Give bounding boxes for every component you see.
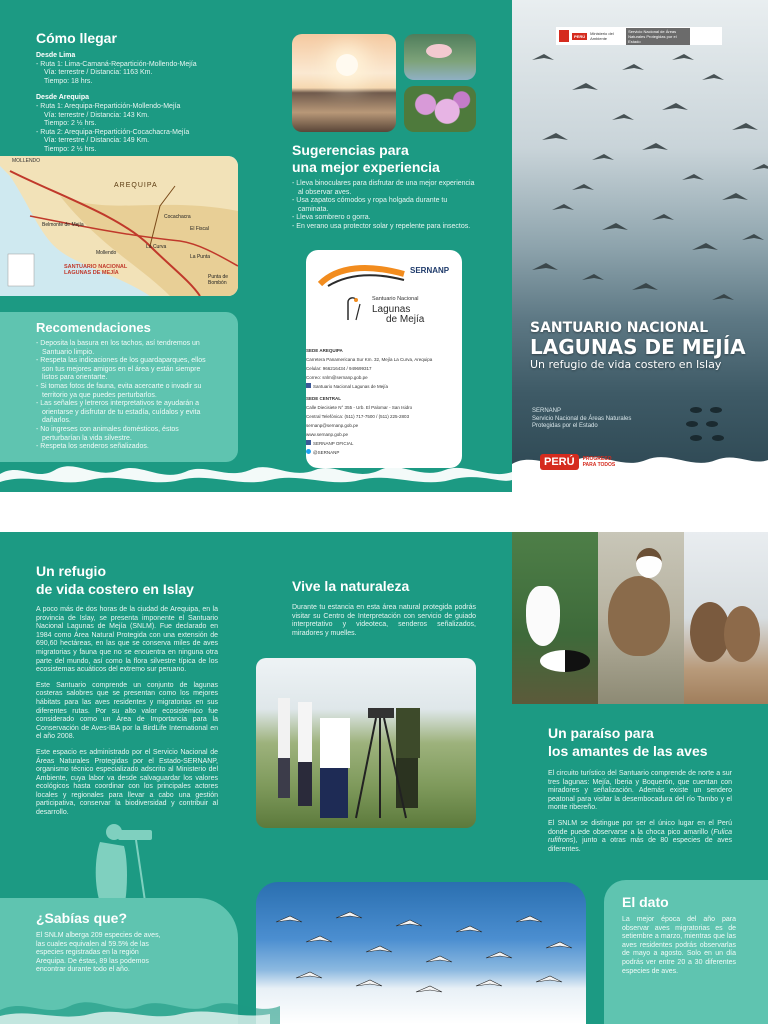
desde-arequipa-line-3: Tiempo: 2 ½ hrs. <box>44 120 97 128</box>
card-subtitle-1: Santuario Nacional <box>372 296 419 302</box>
sernanp-brand: SERNANP <box>410 266 450 275</box>
ministry-label: Ministerio del Ambiente <box>590 31 614 41</box>
bird-logo-icon <box>342 294 366 322</box>
dato-text: La mejor época del año para observar aves migratorias es de setiembre a marzo, mientras que las aves residentes podrás observarlas de mayo a agosto. Solo en un día podrás ver entre 20 a 30 diferentes especies de aves. <box>622 916 736 975</box>
photographer-silhouette-icon <box>84 820 160 910</box>
card-subtitle-3: de Mejía <box>386 314 425 325</box>
cover-title-line-1: SANTUARIO NACIONAL <box>530 320 709 336</box>
birdwatchers-photo <box>256 658 476 828</box>
sunset-photo <box>292 34 396 132</box>
refugio-title-line-1: Un refugio <box>36 563 106 579</box>
sabias-title: ¿Sabías que? <box>36 910 128 926</box>
map-label-el-fiscal: El Fiscal <box>190 226 209 232</box>
ministry-logo <box>556 27 722 45</box>
map-label-mollendo: MOLLENDO <box>12 158 41 164</box>
desde-arequipa-title: Desde Arequipa <box>36 94 90 102</box>
sun-shape <box>336 54 358 76</box>
desde-lima-line-2: Vía: terrestre / Distancia: 1163 Km. <box>44 69 153 77</box>
sugerencias-list <box>292 180 476 232</box>
paraiso-title <box>548 724 708 760</box>
desde-arequipa-line-4: - Ruta 2: Arequipa-Repartición-Cocachacra-Mejía <box>36 128 190 136</box>
recomendacion-item: - Respeta las indicaciones de los guardaparques, ellos son tus mejores amigos en el área y están siempre listos para orientarte. <box>36 357 206 382</box>
ducks-logo-icon <box>682 402 742 442</box>
vive-title: Vive la naturaleza <box>292 578 410 594</box>
sugerencia-item: - Lleva sombrero o gorra. <box>292 214 371 222</box>
map-label-arequipa: AREQUIPA <box>114 182 158 189</box>
recomendacion-item: - Si tomas fotos de fauna, evita acercarte o invadir su territorio ya que puedes perturbarlos. <box>36 382 202 399</box>
map-label-mollendo-2: Mollendo <box>96 250 117 256</box>
flamingo-photo <box>404 34 476 80</box>
peru-tagline: PROGRESO PARA TODOS <box>582 456 616 468</box>
sede-arequipa-line: Carretera Panamericana Sur Km. 32, Mejía La Curva, Arequipa <box>306 357 433 362</box>
sede-arequipa-line: Correo: snlm@sernanp.gob.pe <box>306 375 368 380</box>
facebook-link[interactable]: Santuario Nacional Lagunas de Mejía <box>306 382 454 391</box>
peru-brand-text: PERÚ <box>540 454 579 470</box>
recomendaciones-list <box>36 340 216 452</box>
birdwatchers-graphic <box>256 658 476 828</box>
egret-photo <box>512 532 598 704</box>
sugerencia-item: - Usa zapatos cómodos y ropa holgada durante tu caminata. <box>292 197 448 213</box>
sede-central <box>306 394 456 457</box>
cover-title <box>530 320 746 371</box>
paraiso-text <box>548 770 732 854</box>
sugerencias-title <box>292 142 440 176</box>
website-link[interactable]: www.sernanp.gob.pe <box>306 432 349 437</box>
cover-sernanp-line-3: Protegidas por el Estado <box>532 423 598 429</box>
cover-sernanp-line-1: SERNANP <box>532 408 562 414</box>
avocet-shape <box>540 650 590 672</box>
refugio-para-2: Este Santuario comprende un conjunto de lagunas costeras salobres que se presentan como los mejores hábitats para las aves residentes y migratorias en sus diferentes rutas. Por su alto valor ecosistémico fue considerado como un Área de Importancia para la Conservación de Aves-IBA por la BirdLife International en el año 2008. <box>36 681 218 741</box>
flowers-photo <box>404 86 476 132</box>
peru-brand-logo <box>540 454 625 470</box>
cover-title-line-2: LAGUNAS DE MEJÍA <box>530 335 746 359</box>
sede-central-line: Central Telefónica: (511) 717-7500 / (511) 225-2803 <box>306 414 410 419</box>
sede-central-title: SEDE CENTRAL <box>306 396 342 401</box>
wave-decoration-top <box>0 452 512 492</box>
wave-decoration-bottom <box>0 984 768 1024</box>
flamingo-shape <box>426 44 452 58</box>
recomendacion-item: - Deposita la basura en los tachos, así tendremos un Santuario limpio. <box>36 340 200 356</box>
facebook-link[interactable]: SERNANP OFICIAL <box>306 439 456 448</box>
duck-head-shape <box>636 548 662 578</box>
map-label-la-punta: La Punta <box>190 254 211 260</box>
sede-arequipa-line: Celular: 966216434 / 949699317 <box>306 366 372 371</box>
dato-title: El dato <box>622 894 669 910</box>
pelican-shape-2 <box>724 606 760 662</box>
recomendacion-item: - No ingreses con animales domésticos, éstos perturbarían la vida silvestre. <box>36 425 179 442</box>
sernanp-logo-icon <box>318 264 408 288</box>
desde-lima-title: Desde Lima <box>36 52 76 59</box>
contact-card <box>306 250 462 468</box>
refugio-text <box>36 606 218 818</box>
como-llegar-text <box>36 52 236 155</box>
map-label-punta-bombon: Punta de Bombón <box>208 274 229 286</box>
facebook-icon <box>306 383 311 388</box>
paraiso-para-2: El SNLM se distingue por ser el único lugar en el Perú donde puede observarse a la choca pico amarillo (Fulica rufifrons), junto a otras más de 80 especies de aves diferentes. <box>548 819 732 853</box>
pelicans-photo <box>684 532 768 704</box>
paraiso-title-line-2: los amantes de las aves <box>548 743 708 759</box>
desde-lima-line-1: - Ruta 1: Lima-Camaná-Repartición-Mollendo-Mejía <box>36 60 197 68</box>
refugio-para-1: A poco más de dos horas de la ciudad de Arequipa, en la provincia de Islay, se presenta imponente el Santuario Nacional Lagunas de Mejía (SNLM). Fue declarado en 1984 como Área Natural Protegida con una extensión de 690,60 hectáreas, en las que se conserva miles de aves migratorias y fauna que no se encuentra en ninguna otra parte del mundo, así como la flora silvestre típica de los ecosistemas acuáticos del extremo sur peruano. <box>36 606 218 674</box>
ministry-peru-label: PERÚ <box>574 33 586 39</box>
refugio-title-line-2: de vida costero en Islay <box>36 581 194 597</box>
refugio-title <box>36 562 194 598</box>
sugerencias-title-line-1: Sugerencias para <box>292 142 409 158</box>
recomendacion-item: - Las señales y letreros interpretativos te ayudarán a orientarse y disfrutar de tu estadía, cuídalos y evita dañarlos. <box>36 400 201 425</box>
sede-central-line: Calle Diecisiete N° 355 - Urb. El Palomar - San Isidro <box>306 405 413 410</box>
sugerencia-item: - En verano usa protector solar y repelente para insectos. <box>292 222 471 230</box>
como-llegar-title: Cómo llegar <box>36 30 117 46</box>
cover-sernanp-line-2: Servicio Nacional de Áreas Naturales <box>532 415 632 422</box>
map-label-la-curva: La Curva <box>146 244 167 250</box>
service-label: Servicio Nacional de Áreas Naturales Protegidas por el Estado <box>626 28 690 45</box>
map-label-santuario: SANTUARIO NACIONAL LAGUNAS DE MEJÍA <box>64 264 128 276</box>
paraiso-para-1: El circuito turístico del Santuario comprende de norte a sur tres lagunas: Mejía, Iberia y Boquerón, que cuentan con miradores y señalización. Además existe un sendero peatonal para visitar la desembocadura del río Tambo y el monte ribereño. <box>548 770 732 812</box>
sede-arequipa-title: SEDE AREQUIPA <box>306 348 343 353</box>
refugio-para-3: Este espacio es administrado por el Servicio Nacional de Áreas Naturales Protegidas por el Estado-SERNANP, organismo técnico especializado adscrito al Ministerio del Ambiente, cuya labor va desde salvaguardar los valores ecológicos hasta coordinar con los principales actores locales y regionales para llevar a cabo una gestión participativa, conservar la biodiversidad y contribuir al desarrollo. <box>36 748 218 817</box>
sede-arequipa <box>306 346 454 391</box>
email-link[interactable]: sernanp@sernanp.gob.pe <box>306 423 359 428</box>
cover-subtitle: Un refugio de vida costero en Islay <box>530 358 722 371</box>
paraiso-title-line-1: Un paraíso para <box>548 725 654 741</box>
facebook-icon <box>306 440 311 445</box>
peru-shield-icon <box>559 30 569 42</box>
cover-sernanp-text <box>532 408 631 431</box>
card-subtitle-2: Lagunas <box>372 304 411 315</box>
sugerencia-item: - Lleva binoculares para disfrutar de una mejor experiencia al observar aves. <box>292 180 475 196</box>
sugerencias-title-line-2: una mejor experiencia <box>292 159 440 175</box>
desde-lima-line-3: Tiempo: 18 hrs. <box>44 77 93 85</box>
sabias-text: El SNLM alberga 209 especies de aves, las cuales equivalen al 59.5% de las especies registradas en la región Arequipa. De éstas, 89 las podemos encontrar durante todo el año. <box>36 932 161 974</box>
recomendaciones-title: Recomendaciones <box>36 320 151 335</box>
species-name: Fulica rufifrons <box>548 828 732 845</box>
duck-photo <box>598 532 684 704</box>
egret-shape <box>526 586 560 646</box>
desde-arequipa-line-5: Vía: terrestre / Distancia: 149 Km. <box>44 137 150 145</box>
map-label-cocachacra: Cocachacra <box>164 214 191 220</box>
route-map <box>0 156 238 296</box>
recomendacion-item: - Respeta los senderos señalizados. <box>36 443 149 451</box>
twitter-link[interactable]: @SERNANP <box>306 448 456 457</box>
vive-text: Durante tu estancia en esta área natural protegida podrás visitar su Centro de Interpretación con servicio de guiado interpretativo y videoteca, senderos señalizados, miradores y muelles. <box>292 604 476 637</box>
map-label-belmonte: Belmonte de Mejía <box>42 222 84 228</box>
desde-arequipa-line-2: Vía: terrestre / Distancia: 143 Km. <box>44 111 150 119</box>
desde-arequipa-line-6: Tiempo: 2 ½ hrs. <box>44 145 97 153</box>
duck-shape <box>608 576 670 656</box>
desde-arequipa-line-1: - Ruta 1: Arequipa-Repartición-Mollendo-Mejía <box>36 102 181 110</box>
